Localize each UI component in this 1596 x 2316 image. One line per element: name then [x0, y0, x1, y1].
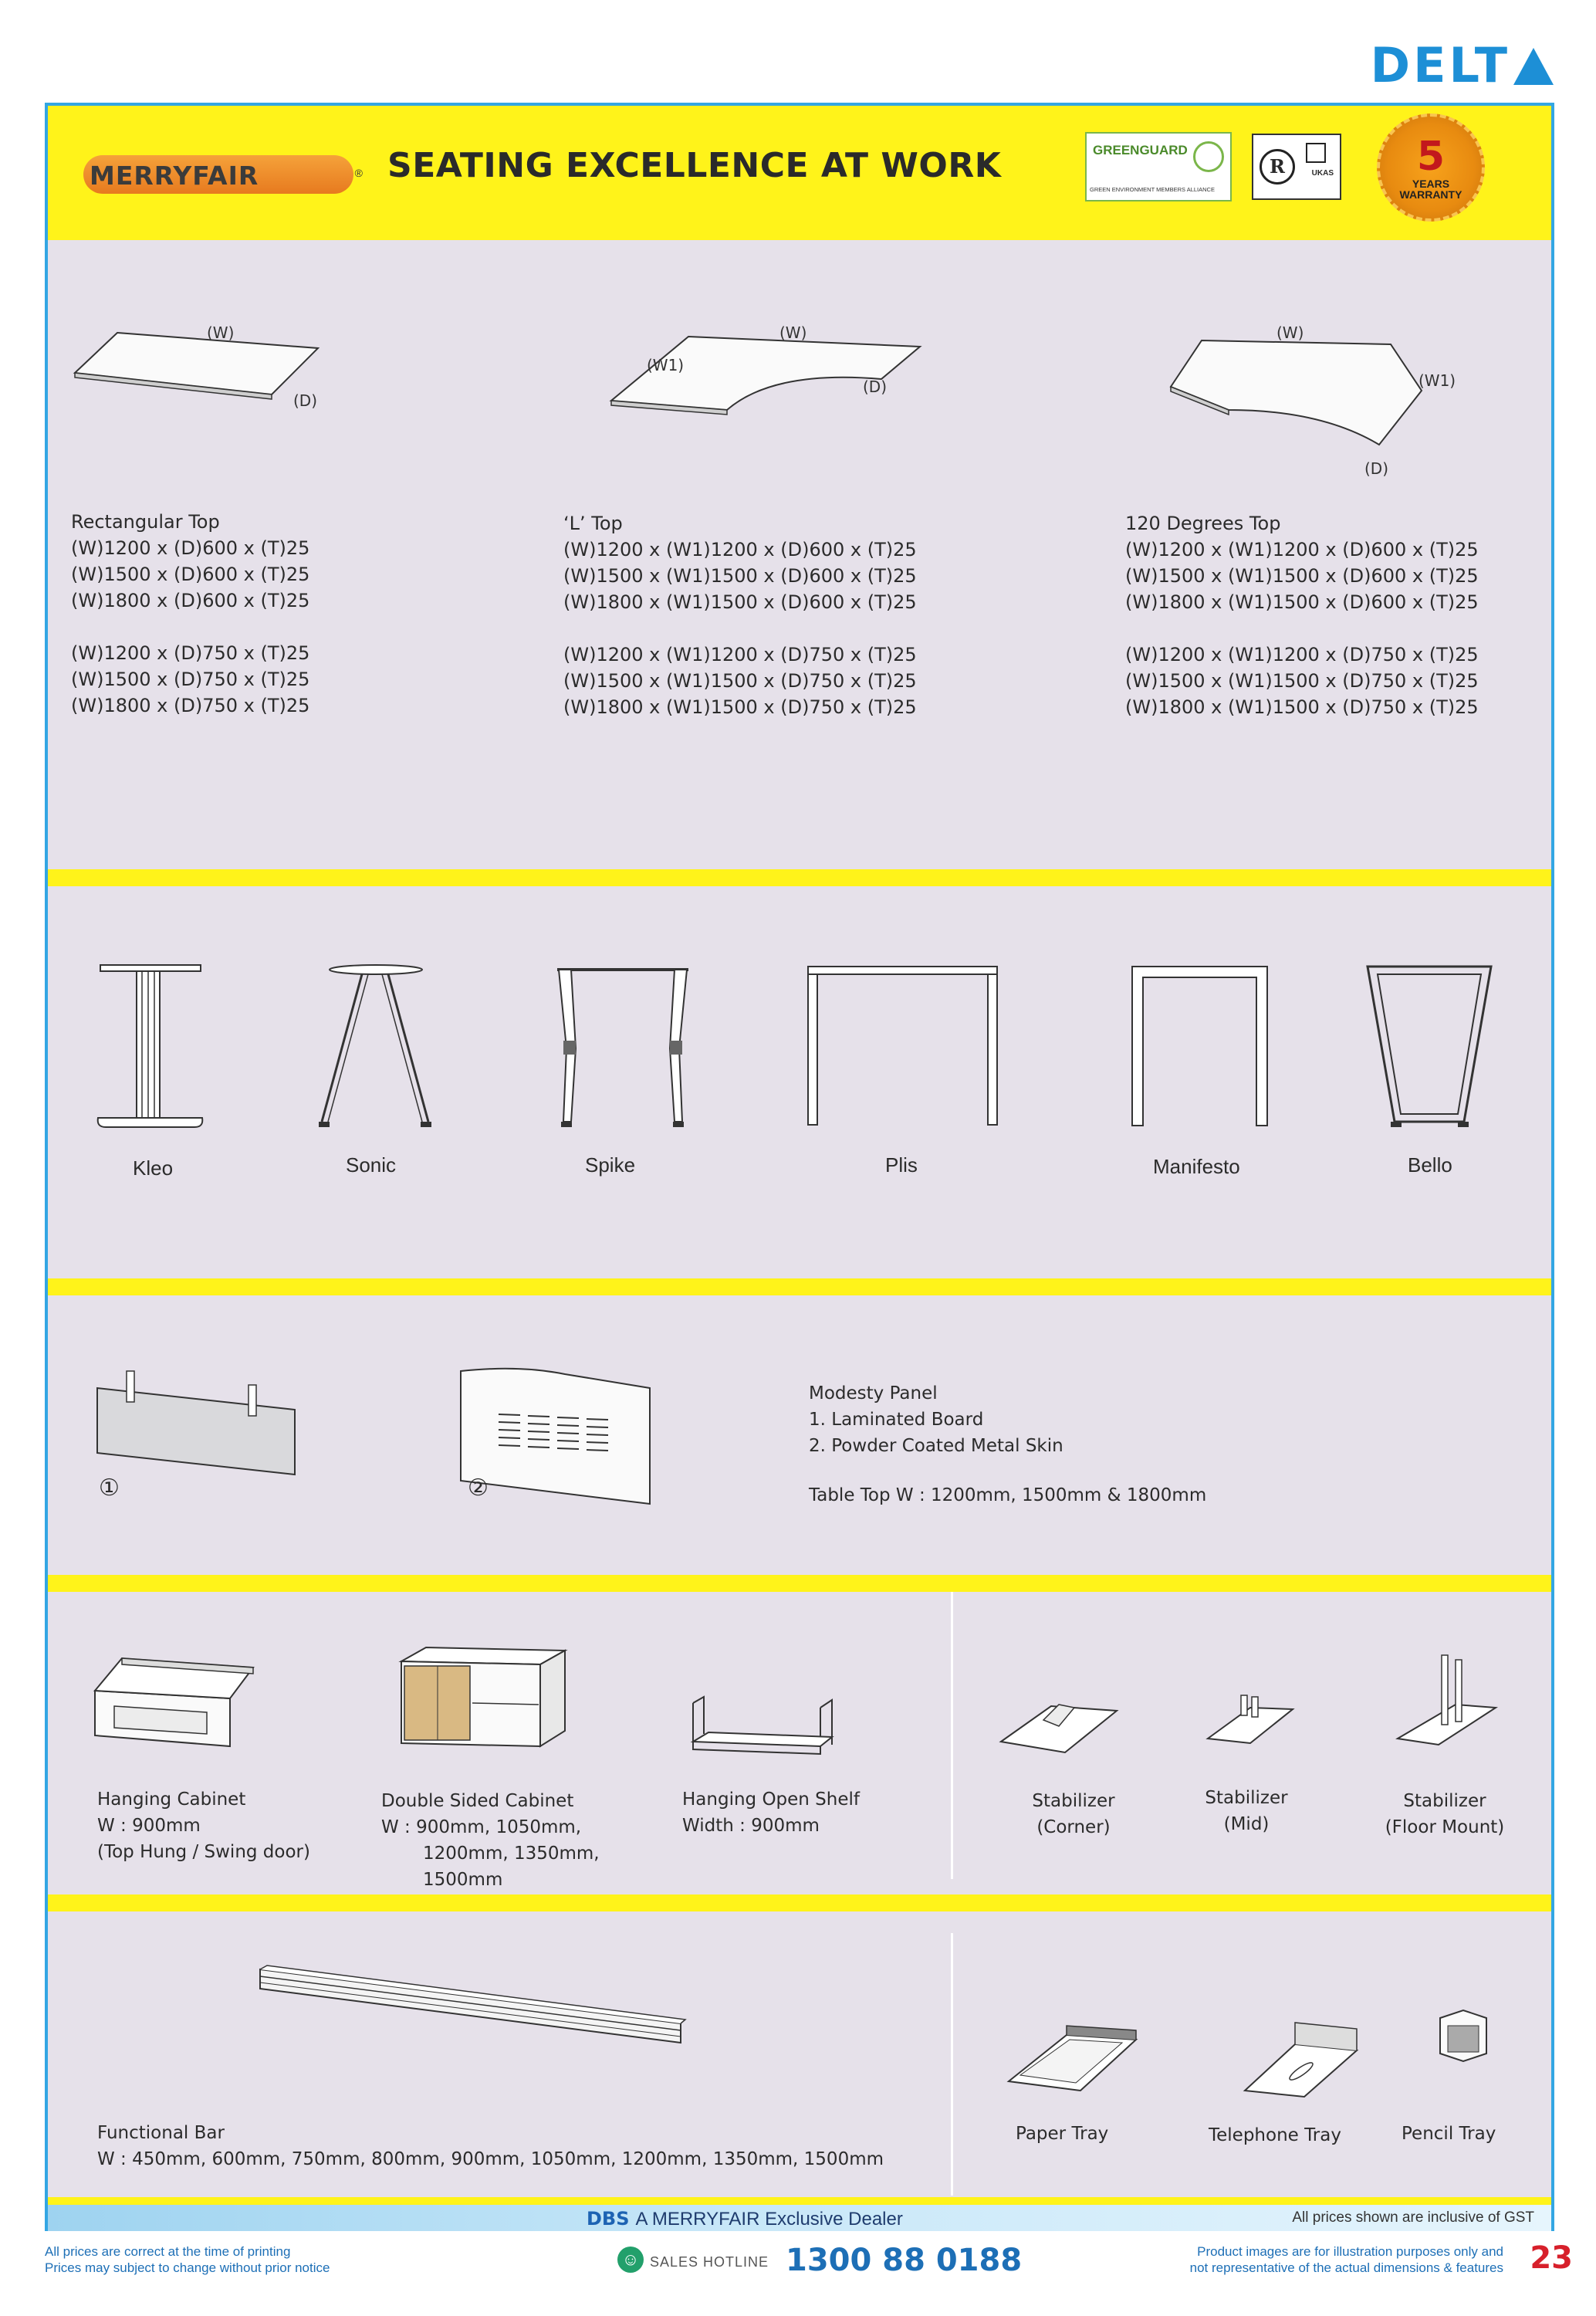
section-divider [48, 1894, 1551, 1911]
registered-mark: ® [354, 167, 363, 179]
leg-label-bello: Bello [1408, 1153, 1452, 1177]
stabilizer-corner-drawing [997, 1697, 1128, 1759]
greenguard-sub: GREEN ENVIRONMENT MEMBERS ALLIANCE [1090, 186, 1215, 193]
stabilizer-mid-drawing [1204, 1692, 1297, 1754]
vent-slot [587, 1450, 608, 1451]
table-tops-section [48, 240, 1551, 869]
section-split-divider [951, 1933, 953, 2196]
vent-slot [499, 1430, 520, 1431]
price-note [45, 2243, 330, 2276]
spec-line: (W)1500 x (W1)1500 x (D)750 x (T)25 [1125, 670, 1479, 692]
vent-slot [528, 1439, 549, 1440]
paper-tray-label: Paper Tray [1016, 2124, 1109, 2144]
marker-1: ① [99, 1475, 120, 1501]
greenguard-name: GREENGUARD [1093, 143, 1188, 157]
leaf-icon [1193, 141, 1224, 172]
spec-line: (W)1500 x (D)750 x (T)25 [71, 669, 310, 690]
spec-line: (W)1200 x (W1)1200 x (D)750 x (T)25 [563, 644, 917, 665]
spec-line: (W)1500 x (D)600 x (T)25 [71, 564, 310, 585]
spike-leg-drawing [549, 963, 704, 1133]
dim-d: (D) [293, 391, 318, 410]
stabilizer-title: Stabilizer [1032, 1791, 1115, 1811]
double-cabinet-width-2: 1200mm, 1350mm, [423, 1844, 600, 1864]
dim-d: (D) [1364, 459, 1389, 478]
vent-slot [528, 1416, 549, 1417]
120-degrees-top-title: 120 Degrees Top [1125, 513, 1281, 534]
vent-slot [557, 1417, 579, 1418]
leg-label-plis: Plis [885, 1153, 918, 1177]
spec-line: (W)1200 x (D)600 x (T)25 [71, 537, 310, 559]
vent-slot [499, 1445, 520, 1446]
ukas-text: UKAS [1311, 169, 1334, 178]
spec-line: (W)1200 x (W1)1200 x (D)750 x (T)25 [1125, 644, 1479, 665]
laminated-board-drawing [90, 1365, 321, 1481]
dbs-logo: DBS [587, 2208, 630, 2230]
manifesto-leg-drawing [1128, 963, 1275, 1133]
hanging-cabinet-drawing [91, 1644, 245, 1752]
section-divider [48, 1575, 1551, 1592]
spec-line: (W)1800 x (W1)1500 x (D)600 x (T)25 [563, 591, 917, 613]
marker-2: ② [468, 1475, 489, 1501]
vent-slot [587, 1442, 608, 1443]
modesty-panel-title: Modesty Panel [809, 1383, 938, 1403]
sonic-leg-drawing [314, 963, 445, 1133]
l-top-title: ‘L’ Top [563, 513, 623, 534]
spec-line: (W)1500 x (W1)1500 x (D)600 x (T)25 [563, 565, 917, 587]
plis-leg-drawing [804, 963, 1005, 1133]
warranty-word: WARRANTY [1399, 188, 1462, 201]
section-split-divider [951, 1592, 953, 1879]
catalog-frame [45, 103, 1554, 2227]
warranty-seal [1377, 113, 1485, 222]
vent-slot [528, 1447, 549, 1448]
kleo-leg-drawing [94, 963, 256, 1133]
vent-slot [557, 1433, 579, 1434]
vent-slot [587, 1419, 608, 1420]
warranty-years-number: 5 [1416, 134, 1446, 180]
leg-label-spike: Spike [585, 1153, 636, 1177]
hanging-cabinet-specs [97, 1786, 310, 1865]
dim-w: (W) [779, 323, 807, 342]
spec-line: (W)1800 x (W1)1500 x (D)750 x (T)25 [1125, 696, 1479, 718]
page-title: SEATING EXCELLENCE AT WORK [387, 146, 1002, 185]
stabilizer-corner-label [1016, 1788, 1131, 1840]
pencil-tray-label: Pencil Tray [1402, 2124, 1496, 2144]
stabilizer-mid-label [1189, 1785, 1304, 1837]
merryfair-logo [83, 155, 363, 194]
gst-note: All prices shown are inclusive of GST [1292, 2209, 1534, 2226]
vent-slot [587, 1434, 608, 1435]
hotline-label: SALES HOTLINE [650, 2254, 769, 2270]
hanging-cabinet-type: (Top Hung / Swing door) [97, 1842, 310, 1862]
crown-icon [1306, 143, 1326, 163]
spec-line: (W)1200 x (W1)1200 x (D)600 x (T)25 [563, 539, 917, 560]
spec-line: (W)1500 x (W1)1500 x (D)600 x (T)25 [1125, 565, 1479, 587]
leg-label-kleo: Kleo [133, 1156, 174, 1180]
dim-w: (W) [1276, 323, 1304, 342]
spec-line: (W)1200 x (D)750 x (T)25 [71, 642, 310, 664]
modesty-panel-section [48, 1295, 1551, 1575]
legs-section [48, 886, 1551, 1278]
warranty-years-label [1380, 178, 1482, 200]
leg-label-manifesto: Manifesto [1153, 1155, 1240, 1178]
dealer-tagline: A MERRYFAIR Exclusive Dealer [635, 2209, 903, 2230]
stabilizer-floor-mount-drawing [1394, 1652, 1502, 1752]
modesty-item-2: 2. Powder Coated Metal Skin [809, 1436, 1063, 1456]
modesty-item-1: 1. Laminated Board [809, 1410, 984, 1430]
open-shelf-title: Hanging Open Shelf [682, 1789, 860, 1810]
dim-w1: (W1) [647, 356, 685, 374]
dim-w: (W) [207, 323, 235, 342]
hotline-number[interactable]: 1300 88 0188 [786, 2243, 1023, 2278]
header-bar [48, 106, 1551, 240]
registered-icon: R [1260, 149, 1295, 185]
price-note-line-1: All prices are correct at the time of printing [45, 2244, 291, 2259]
vent-slot [528, 1431, 549, 1432]
vent-slot [557, 1425, 579, 1426]
section-divider [48, 869, 1551, 886]
pencil-tray-drawing [1432, 2003, 1494, 2064]
spec-line: (W)1200 x (W1)1200 x (D)600 x (T)25 [1125, 539, 1479, 560]
price-note-line-2: Prices may subject to change without prior notice [45, 2260, 330, 2275]
hanging-cabinet-title: Hanging Cabinet [97, 1789, 246, 1810]
person-icon: ☺ [617, 2247, 644, 2273]
open-shelf-width: Width : 900mm [682, 1816, 820, 1836]
spec-line: (W)1500 x (W1)1500 x (D)750 x (T)25 [563, 670, 917, 692]
functional-bar-widths: W : 450mm, 600mm, 750mm, 800mm, 900mm, 1050mm, 1200mm, 1350mm, 1500mm [97, 2149, 884, 2169]
section-divider [48, 1278, 1551, 1295]
illustration-note-line-2: not representative of the actual dimensions & features [1189, 2260, 1503, 2275]
hanging-cabinet-width: W : 900mm [97, 1816, 201, 1836]
hanging-open-shelf-drawing [685, 1695, 840, 1765]
l-top-specs [563, 510, 917, 720]
triangle-a-icon [1513, 48, 1554, 85]
double-sided-cabinet-drawing [395, 1638, 580, 1762]
dim-w1: (W1) [1418, 371, 1456, 390]
stabilizer-sub: (Mid) [1223, 1814, 1270, 1834]
modesty-panel-specs [809, 1380, 1206, 1508]
stabilizer-title: Stabilizer [1205, 1788, 1288, 1808]
vent-slot [499, 1414, 520, 1415]
illustration-note [1190, 2243, 1503, 2276]
double-cabinet-title: Double Sided Cabinet [381, 1791, 574, 1811]
dealer-text [587, 2208, 903, 2230]
functional-bar-drawing [256, 1966, 688, 2050]
vent-slots [491, 1411, 630, 1458]
greenguard-badge [1085, 132, 1232, 201]
stabilizer-floor-mount-label [1368, 1788, 1522, 1840]
delta-logo-text: DELT [1370, 37, 1510, 93]
vent-slot [499, 1437, 520, 1438]
120-degrees-top-specs [1125, 510, 1479, 720]
spec-line: (W)1800 x (D)600 x (T)25 [71, 590, 310, 611]
storage-section [48, 1592, 1551, 1894]
double-cabinet-specs [381, 1788, 600, 1893]
stabilizer-title: Stabilizer [1403, 1791, 1486, 1811]
paper-tray-drawing [1005, 2020, 1144, 2104]
stabilizer-sub: (Corner) [1036, 1817, 1111, 1837]
spec-line: (W)1800 x (W1)1500 x (D)600 x (T)25 [1125, 591, 1479, 613]
rectangular-top-specs [71, 509, 309, 719]
illustration-note-line-1: Product images are for illustration purposes only and [1197, 2244, 1503, 2259]
functional-bar-title: Functional Bar [97, 2123, 225, 2143]
spec-line: (W)1800 x (W1)1500 x (D)750 x (T)25 [563, 696, 917, 718]
spec-line: (W)1800 x (D)750 x (T)25 [71, 695, 310, 716]
modesty-table-top: Table Top W : 1200mm, 1500mm & 1800mm [809, 1485, 1207, 1505]
bello-leg-drawing [1364, 963, 1503, 1133]
vent-slot [557, 1448, 579, 1449]
delta-logo [1371, 37, 1554, 93]
leg-label-sonic: Sonic [346, 1153, 397, 1177]
page-number: 23 [1530, 2240, 1573, 2276]
telephone-tray-drawing [1241, 2013, 1364, 2106]
double-cabinet-width-3: 1500mm [423, 1870, 503, 1890]
120-degrees-top-drawing [1167, 325, 1445, 449]
telephone-tray-label: Telephone Tray [1209, 2125, 1341, 2145]
ukas-badge [1252, 134, 1341, 200]
stabilizer-sub: (Floor Mount) [1385, 1817, 1505, 1837]
double-cabinet-width: W : 900mm, 1050mm, [381, 1817, 582, 1837]
merryfair-logo-text: MERRYFAIR [90, 161, 259, 191]
warranty-years-word: YEARS [1412, 178, 1450, 190]
dim-d: (D) [863, 378, 888, 396]
functional-bar-specs [97, 2120, 884, 2172]
rectangular-top-title: Rectangular Top [71, 511, 220, 533]
vent-slot [499, 1422, 520, 1423]
open-shelf-specs [682, 1786, 860, 1839]
